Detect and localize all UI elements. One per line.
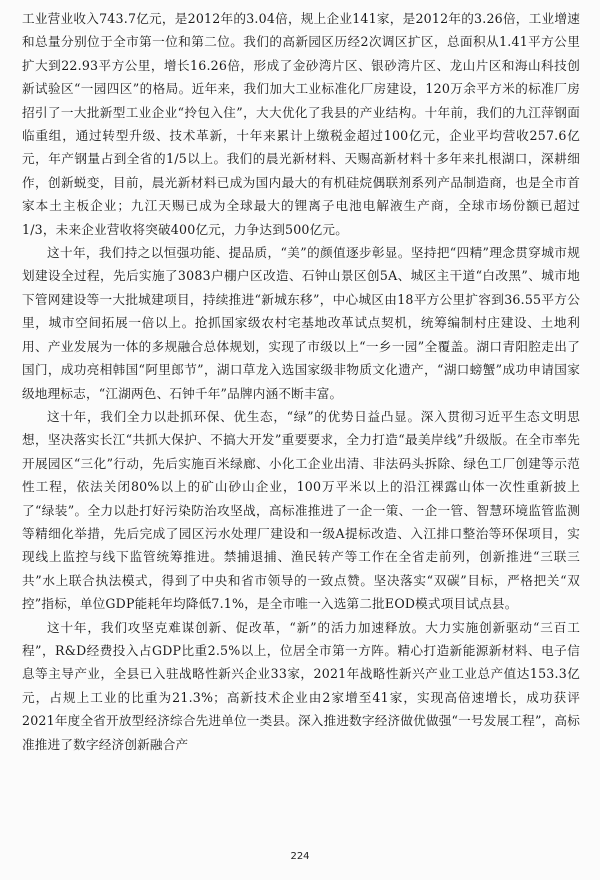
body-text [22,7,580,756]
paragraph-4: 这十年，我们攻坚克难谋创新、促改革，“新”的活力加速释放。大力实施创新驱动“三百工程”，R&D经费投入占GDP比重2.5%以上，位居全市第一方阵。精心打造新能源新材料、电子信息等主导产业，全县已入驻战略性新兴企业33家，2021年战略性新兴产业工业总产值达153.3亿元，占规上工业的比重为21.3%；高新技术企业由2家增至41家，实现高倍速增长，成功获评2021年度全省开放型经济综合先进单位一类县。深入推进数字经济做优做强“一号发展工程”，高标准推进了数字经济创新融合产 [22,619,580,752]
page-number: 224 [290,851,310,862]
paragraph-3: 这十年，我们全力以赴抓环保、优生态，“绿”的优势日益凸显。深入贯彻习近平生态文明思想，坚决落实长江“共抓大保护、不搞大开发”重要要求，全力打造“最美岸线”升级版。在全市率先开展园区“三化”行动，先后实施百米绿廊、小化工企业出清、非法码头拆除、绿色工厂创建等示范性工程，依法关闭80%以上的矿山砂山企业，100万平米以上的沿江裸露山体一次性重新披上了“绿装”。全力以赴打好污染防治攻坚战，高标准推进了一企一策、一企一管、智慧环境监管监测等精细化举措，先后完成了园区污水处理厂建设和一级A提标改造、入江排口整治等环保项目，实现线上监控与线下监管统筹推进。禁捕退捕、渔民转产等工作在全省走前列，创新推进“三联三共”水上联合执法模式，得到了中央和省市领导的一致点赞。坚决落实“双碳”目标，严格把关“双控”指标，单位GDP能耗年均降低7.1%，是全市唯一入选第二批EOD模式项目试点县。 [22,408,580,612]
paragraph-2: 这十年，我们持之以恒强功能、提品质，“美”的颜值逐步彰显。坚持把“四精”理念贯穿城市规划建设全过程，先后实施了3083户棚户区改造、石钟山景区创5A、城区主干道“白改黑”、城市地下管网建设等一大批城建项目，持续推进“新城东移”，中心城区由18平方公里扩容到36.55平方公里，城市空间拓展一倍以上。抢抓国家级农村宅基地改革试点契机，统筹编制村庄建设、土地利用、产业发展为一体的多规融合总体规划，实现了市级以上“一乡一园”全覆盖。湖口青阳腔走出了国门，成功亮相韩国“阿里郎节”，湖口草龙入选国家级非物质文化遗产，“湖口螃蟹”成功申请国家级地理标志，“江湖两色、石钟千年”品牌内涵不断丰富。 [22,245,580,401]
paragraph-1: 工业营业收入743.7亿元，是2012年的3.04倍，规上企业141家，是2012年的3.26倍，工业增速和总量分别位于全市第一位和第二位。我们的高新园区历经2次调区扩区，总面积从1.41平方公里扩大到22.93平方公里，增长16.26倍，形成了金砂湾片区、银砂湾片区、龙山片区和海山科技创新试验区“一园四区”的格局。近年来，我们加大工业标准化厂房建设，120万余平方米的标准厂房招引了一大批新型工业企业“拎包入住”，大大优化了我县的产业结构。十年前，我们的九江萍钢面临重组，通过转型升级、技术革新，十年来累计上缴税金超过100亿元，企业平均营收257.6亿元，年产钢量占到全省的1/5以上。我们的晨光新材料、天赐高新材料十多年来扎根湖口，深耕细作，创新蜕变，目前，晨光新材料已成为国内最大的有机硅烷偶联剂系列产品制造商，也是全市首家本土主板企业；九江天赐已成为全球最大的锂离子电池电解液生产商，全球市场份额已超过1/3，未来企业营收将突破400亿元，力争达到500亿元。 [22,11,580,237]
